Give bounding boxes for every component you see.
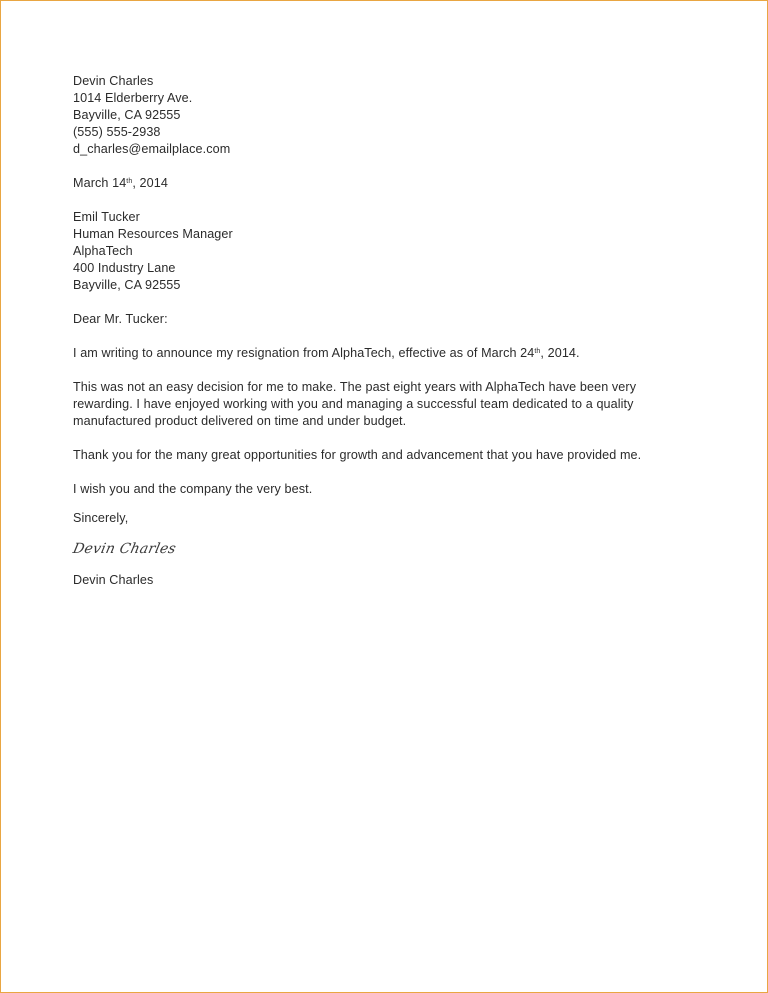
typed-name: Devin Charles xyxy=(73,573,154,587)
sender-name: Devin Charles xyxy=(73,74,154,88)
paragraph-resignation xyxy=(73,345,693,362)
sender-phone: (555) 555-2938 xyxy=(73,125,161,139)
paragraph-decision xyxy=(73,379,693,430)
p2-text: This was not an easy decision for me to make. The past eight years with AlphaTech have been very rewarding. I have enjoyed working with you and managing a successful team dedicated to a quality manufactured product delivered on time and under budget. xyxy=(73,380,637,428)
date-suffix: th xyxy=(126,178,133,185)
signature xyxy=(73,541,693,558)
recipient-street: 400 Industry Lane xyxy=(73,261,176,275)
paragraph-wishes xyxy=(73,481,693,498)
p1-end: , 2014. xyxy=(540,346,580,360)
p1-suffix: th xyxy=(534,348,541,355)
recipient-company: AlphaTech xyxy=(73,244,133,258)
date-month-day: March 14 xyxy=(73,176,127,190)
paragraph-thanks xyxy=(73,447,693,464)
sender-address xyxy=(73,73,693,158)
recipient-city: Bayville, CA 92555 xyxy=(73,278,181,292)
p1-text: I am writing to announce my resignation from AlphaTech, effective as of March 24 xyxy=(73,346,535,360)
p3-text: Thank you for the many great opportunities for growth and advancement that you have provided me. xyxy=(73,448,642,462)
sender-street: 1014 Elderberry Ave. xyxy=(73,91,193,105)
recipient-title: Human Resources Manager xyxy=(73,227,233,241)
sender-city: Bayville, CA 92555 xyxy=(73,108,181,122)
recipient-address xyxy=(73,209,693,294)
letter-date xyxy=(73,175,693,192)
date-year: , 2014 xyxy=(132,176,168,190)
sender-email: d_charles@emailplace.com xyxy=(73,142,231,156)
closing: Sincerely, xyxy=(73,511,129,525)
salutation: Dear Mr. Tucker: xyxy=(73,312,168,326)
recipient-name: Emil Tucker xyxy=(73,210,140,224)
signature-script: Devin Charles xyxy=(71,541,178,557)
p4-text: I wish you and the company the very best. xyxy=(73,482,313,496)
letter-body xyxy=(73,73,693,589)
